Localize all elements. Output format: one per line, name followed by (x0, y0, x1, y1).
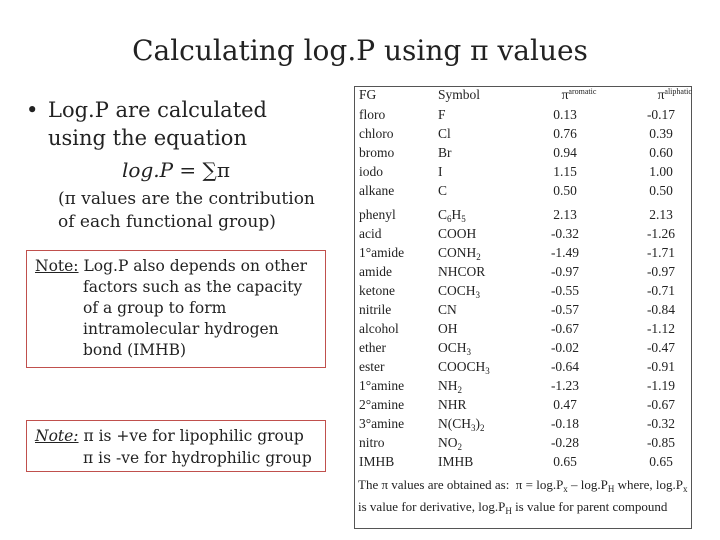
cell-aromatic: -0.67 (550, 321, 580, 336)
note-line1: π is +ve for lipophilic group (83, 427, 304, 445)
table-row (355, 226, 691, 245)
table-row (355, 107, 691, 126)
cell-aliphatic: -0.85 (646, 435, 676, 450)
note-line2: π is -ve for hydrophilic group (83, 449, 312, 467)
cell-symbol: $COOCH_3$ (438, 359, 490, 376)
cell-fg: nitrile (359, 302, 392, 317)
table-row (355, 454, 691, 473)
note-box-sign (26, 420, 326, 472)
cell-aromatic: 0.94 (553, 145, 577, 160)
table-row (355, 416, 691, 435)
cell-symbol: $NO_2$ (438, 435, 462, 452)
cell-fg: bromo (359, 145, 395, 160)
bullet-dot: • (26, 98, 39, 122)
cell-aromatic: -0.32 (550, 226, 580, 241)
table-row (355, 283, 691, 302)
pi-values-table (354, 86, 692, 529)
cell-aromatic: 2.13 (553, 207, 577, 222)
bullet-point (26, 96, 331, 152)
cell-symbol: NHCOR (438, 264, 486, 279)
cell-aromatic: 0.50 (553, 183, 577, 198)
table-row (355, 207, 691, 226)
cell-aromatic: -0.64 (550, 359, 580, 374)
cell-symbol: C (438, 183, 448, 198)
cell-fg: IMHB (359, 454, 395, 469)
cell-symbol: I (438, 164, 443, 179)
cell-aliphatic: -1.26 (646, 226, 676, 241)
cell-aromatic: 0.47 (553, 397, 577, 412)
cell-fg: acid (359, 226, 382, 241)
table-row (355, 378, 691, 397)
cell-fg: iodo (359, 164, 384, 179)
cell-symbol: $COCH_3$ (438, 283, 481, 300)
cell-symbol: NHR (438, 397, 467, 412)
cell-fg: ester (359, 359, 385, 374)
cell-aliphatic: 0.39 (649, 126, 673, 141)
bullet-text: Log.P are calculated using the equation (48, 98, 268, 150)
table-row (355, 359, 691, 378)
cell-aliphatic: 1.00 (649, 164, 673, 179)
note-box-imhb (26, 250, 326, 368)
cell-aromatic: 0.13 (553, 107, 577, 122)
cell-aromatic: -0.55 (550, 283, 580, 298)
cell-aromatic: -0.57 (550, 302, 580, 317)
table-row (355, 340, 691, 359)
cell-aliphatic: -0.84 (646, 302, 676, 317)
cell-aromatic: -0.02 (550, 340, 580, 355)
cell-aliphatic: 0.50 (649, 183, 673, 198)
table-header (355, 87, 691, 106)
cell-fg: phenyl (359, 207, 396, 222)
cell-aromatic: 0.65 (553, 454, 577, 469)
cell-symbol: Br (438, 145, 452, 160)
cell-symbol: $N(CH_3)_2$ (438, 416, 485, 433)
cell-symbol: $C_6H_5$ (438, 207, 466, 224)
cell-aliphatic: -0.32 (646, 416, 676, 431)
cell-aromatic: 1.15 (553, 164, 577, 179)
cell-aliphatic: 2.13 (649, 207, 673, 222)
cell-aromatic: -1.23 (550, 378, 580, 393)
cell-fg: 3°amine (359, 416, 405, 431)
cell-aromatic: -1.49 (550, 245, 580, 260)
cell-symbol: OH (438, 321, 458, 336)
header-aromatic: π aromatic (561, 87, 597, 102)
header-aliphatic: π aliphatic (657, 87, 692, 102)
table-row (355, 321, 691, 340)
cell-fg: 1°amide (359, 245, 405, 260)
cell-symbol: $CONH_2$ (438, 245, 481, 262)
table-row (355, 264, 691, 283)
table-row (355, 126, 691, 145)
cell-aliphatic: -1.19 (646, 378, 676, 393)
pi-explanation: (π values are the contribution of each functional group) (58, 189, 315, 232)
cell-fg: 1°amine (359, 378, 405, 393)
header-symbol: Symbol (438, 87, 481, 102)
cell-aromatic: -0.28 (550, 435, 580, 450)
cell-aliphatic: -0.17 (646, 107, 676, 122)
cell-aliphatic: -0.47 (646, 340, 676, 355)
cell-fg: amide (359, 264, 392, 279)
cell-fg: 2°amine (359, 397, 405, 412)
table-row (355, 435, 691, 454)
slide-title: Calculating log.P using π values (132, 34, 588, 67)
cell-fg: alkane (359, 183, 395, 198)
cell-aliphatic: -0.67 (646, 397, 676, 412)
equation (122, 158, 230, 182)
cell-aliphatic: -1.71 (646, 245, 676, 260)
cell-aliphatic: 0.60 (649, 145, 673, 160)
cell-aliphatic: 0.65 (649, 454, 673, 469)
table-row (355, 145, 691, 164)
cell-symbol: IMHB (438, 454, 474, 469)
table-footer: The π values are obtained as: $\pi = \log.P_x - \log.P_H$ where, $\log.P_x$ is value for derivative, $\log.P_H$ is value for parent compound (358, 477, 688, 516)
cell-fg: alcohol (359, 321, 399, 336)
cell-fg: floro (359, 107, 386, 122)
cell-aliphatic: -0.71 (646, 283, 676, 298)
cell-aliphatic: -1.12 (646, 321, 676, 336)
note-rest: factors such as the capacity of a group to form intramolecular hydrogen bond (IMHB) (83, 278, 303, 359)
cell-symbol: CN (438, 302, 457, 317)
note-label: Note: (35, 257, 79, 275)
table-row (355, 183, 691, 202)
cell-aromatic: 0.76 (553, 126, 577, 141)
cell-symbol: COOH (438, 226, 477, 241)
table-row (355, 302, 691, 321)
header-fg: FG (359, 87, 377, 102)
equation-rhs: = ∑π (179, 158, 230, 182)
cell-symbol: F (438, 107, 446, 122)
table-row (355, 397, 691, 416)
cell-symbol: Cl (438, 126, 451, 141)
cell-symbol: $NH_2$ (438, 378, 462, 395)
cell-aromatic: -0.97 (550, 264, 580, 279)
cell-fg: ether (359, 340, 386, 355)
cell-symbol: $OCH_3$ (438, 340, 472, 357)
note-line1: Log.P also depends on other (83, 257, 308, 275)
cell-aliphatic: -0.91 (646, 359, 676, 374)
equation-lhs: log.P (122, 158, 174, 182)
table-row (355, 164, 691, 183)
cell-aromatic: -0.18 (550, 416, 580, 431)
cell-aliphatic: -0.97 (646, 264, 676, 279)
cell-fg: nitro (359, 435, 385, 450)
note-label: Note: (35, 427, 79, 445)
cell-fg: chloro (359, 126, 394, 141)
table-row (355, 245, 691, 264)
cell-fg: ketone (359, 283, 395, 298)
